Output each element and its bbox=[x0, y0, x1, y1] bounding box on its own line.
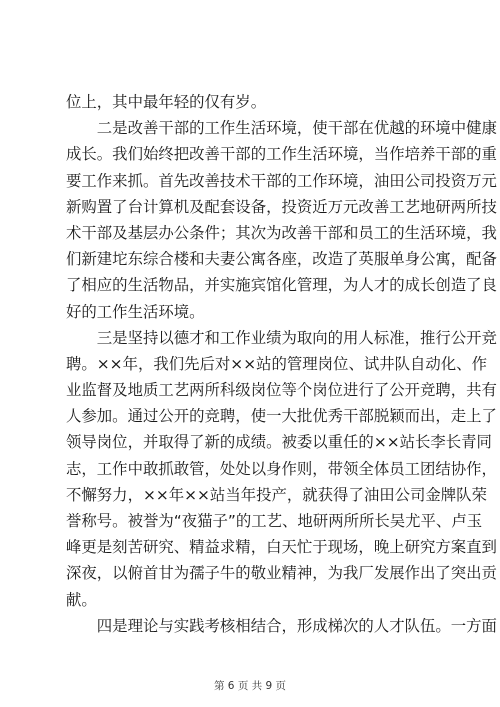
text-line: 领导岗位，并取得了新的成绩。被委以重任的××站长李长青同 bbox=[66, 433, 492, 452]
text-line: 了相应的生活物品，并实施宾馆化管理，为人才的成长创造了良 bbox=[66, 276, 497, 295]
text-line: 深夜，以俯首甘为孺子牛的敬业精神，为我厂发展作出了突出贡 bbox=[66, 564, 497, 583]
text-line: 誉称号。被誉为“夜猫子”的工艺、地研两所所长吴尤平、卢玉 bbox=[66, 512, 483, 530]
text-line: 新购置了台计算机及配套设备，投资近万元改善工艺地研两所技 bbox=[66, 197, 497, 216]
text-line: 业监督及地质工艺两所科级岗位等个岗位进行了公开竞聘，共有 bbox=[66, 381, 497, 400]
text-line: 好的工作生活环境。 bbox=[66, 302, 205, 321]
text-line: 三是坚持以德才和工作业绩为取向的用人标准，推行公开竞 bbox=[66, 328, 497, 347]
page-footer bbox=[0, 678, 500, 693]
text-line: 们新建坨东综合楼和夫妻公寓各座，改造了英服单身公寓，配备 bbox=[66, 250, 497, 269]
text-line: 献。 bbox=[66, 590, 97, 609]
text-line: 峰更是刻苦研究、精益求精，白天忙于现场，晚上研究方案直到 bbox=[66, 538, 497, 557]
page-number-label: 第 6 页 共 9 页 bbox=[213, 680, 287, 692]
text-line: 人参加。通过公开的竞聘，使一大批优秀干部脱颖而出，走上了 bbox=[66, 407, 497, 426]
text-line: 位上，其中最年轻的仅有岁。 bbox=[66, 93, 267, 111]
text-line: 成长。我们始终把改善干部的工作生活环境，当作培养干部的重 bbox=[66, 145, 497, 164]
text-line: 不懈努力，××年××站当年投产，就获得了油田公司金牌队荣 bbox=[66, 485, 487, 504]
document-body bbox=[66, 89, 497, 639]
text-line: 术干部及基层办公条件；其次为改善干部和员工的生活环境，我 bbox=[66, 223, 497, 242]
text-line: 志，工作中敢抓敢管，处处以身作则，带领全体员工团结协作， bbox=[66, 459, 497, 478]
text-line: 聘。××年，我们先后对××站的管理岗位、试井队自动化、作 bbox=[66, 354, 487, 373]
text-line: 要工作来抓。首先改善技术干部的工作环境，油田公司投资万元 bbox=[66, 171, 497, 190]
text-line: 二是改善干部的工作生活环境，使干部在优越的环境中健康 bbox=[66, 119, 497, 138]
text-line: 四是理论与实践考核相结合，形成梯次的人才队伍。一方面 bbox=[66, 616, 497, 635]
